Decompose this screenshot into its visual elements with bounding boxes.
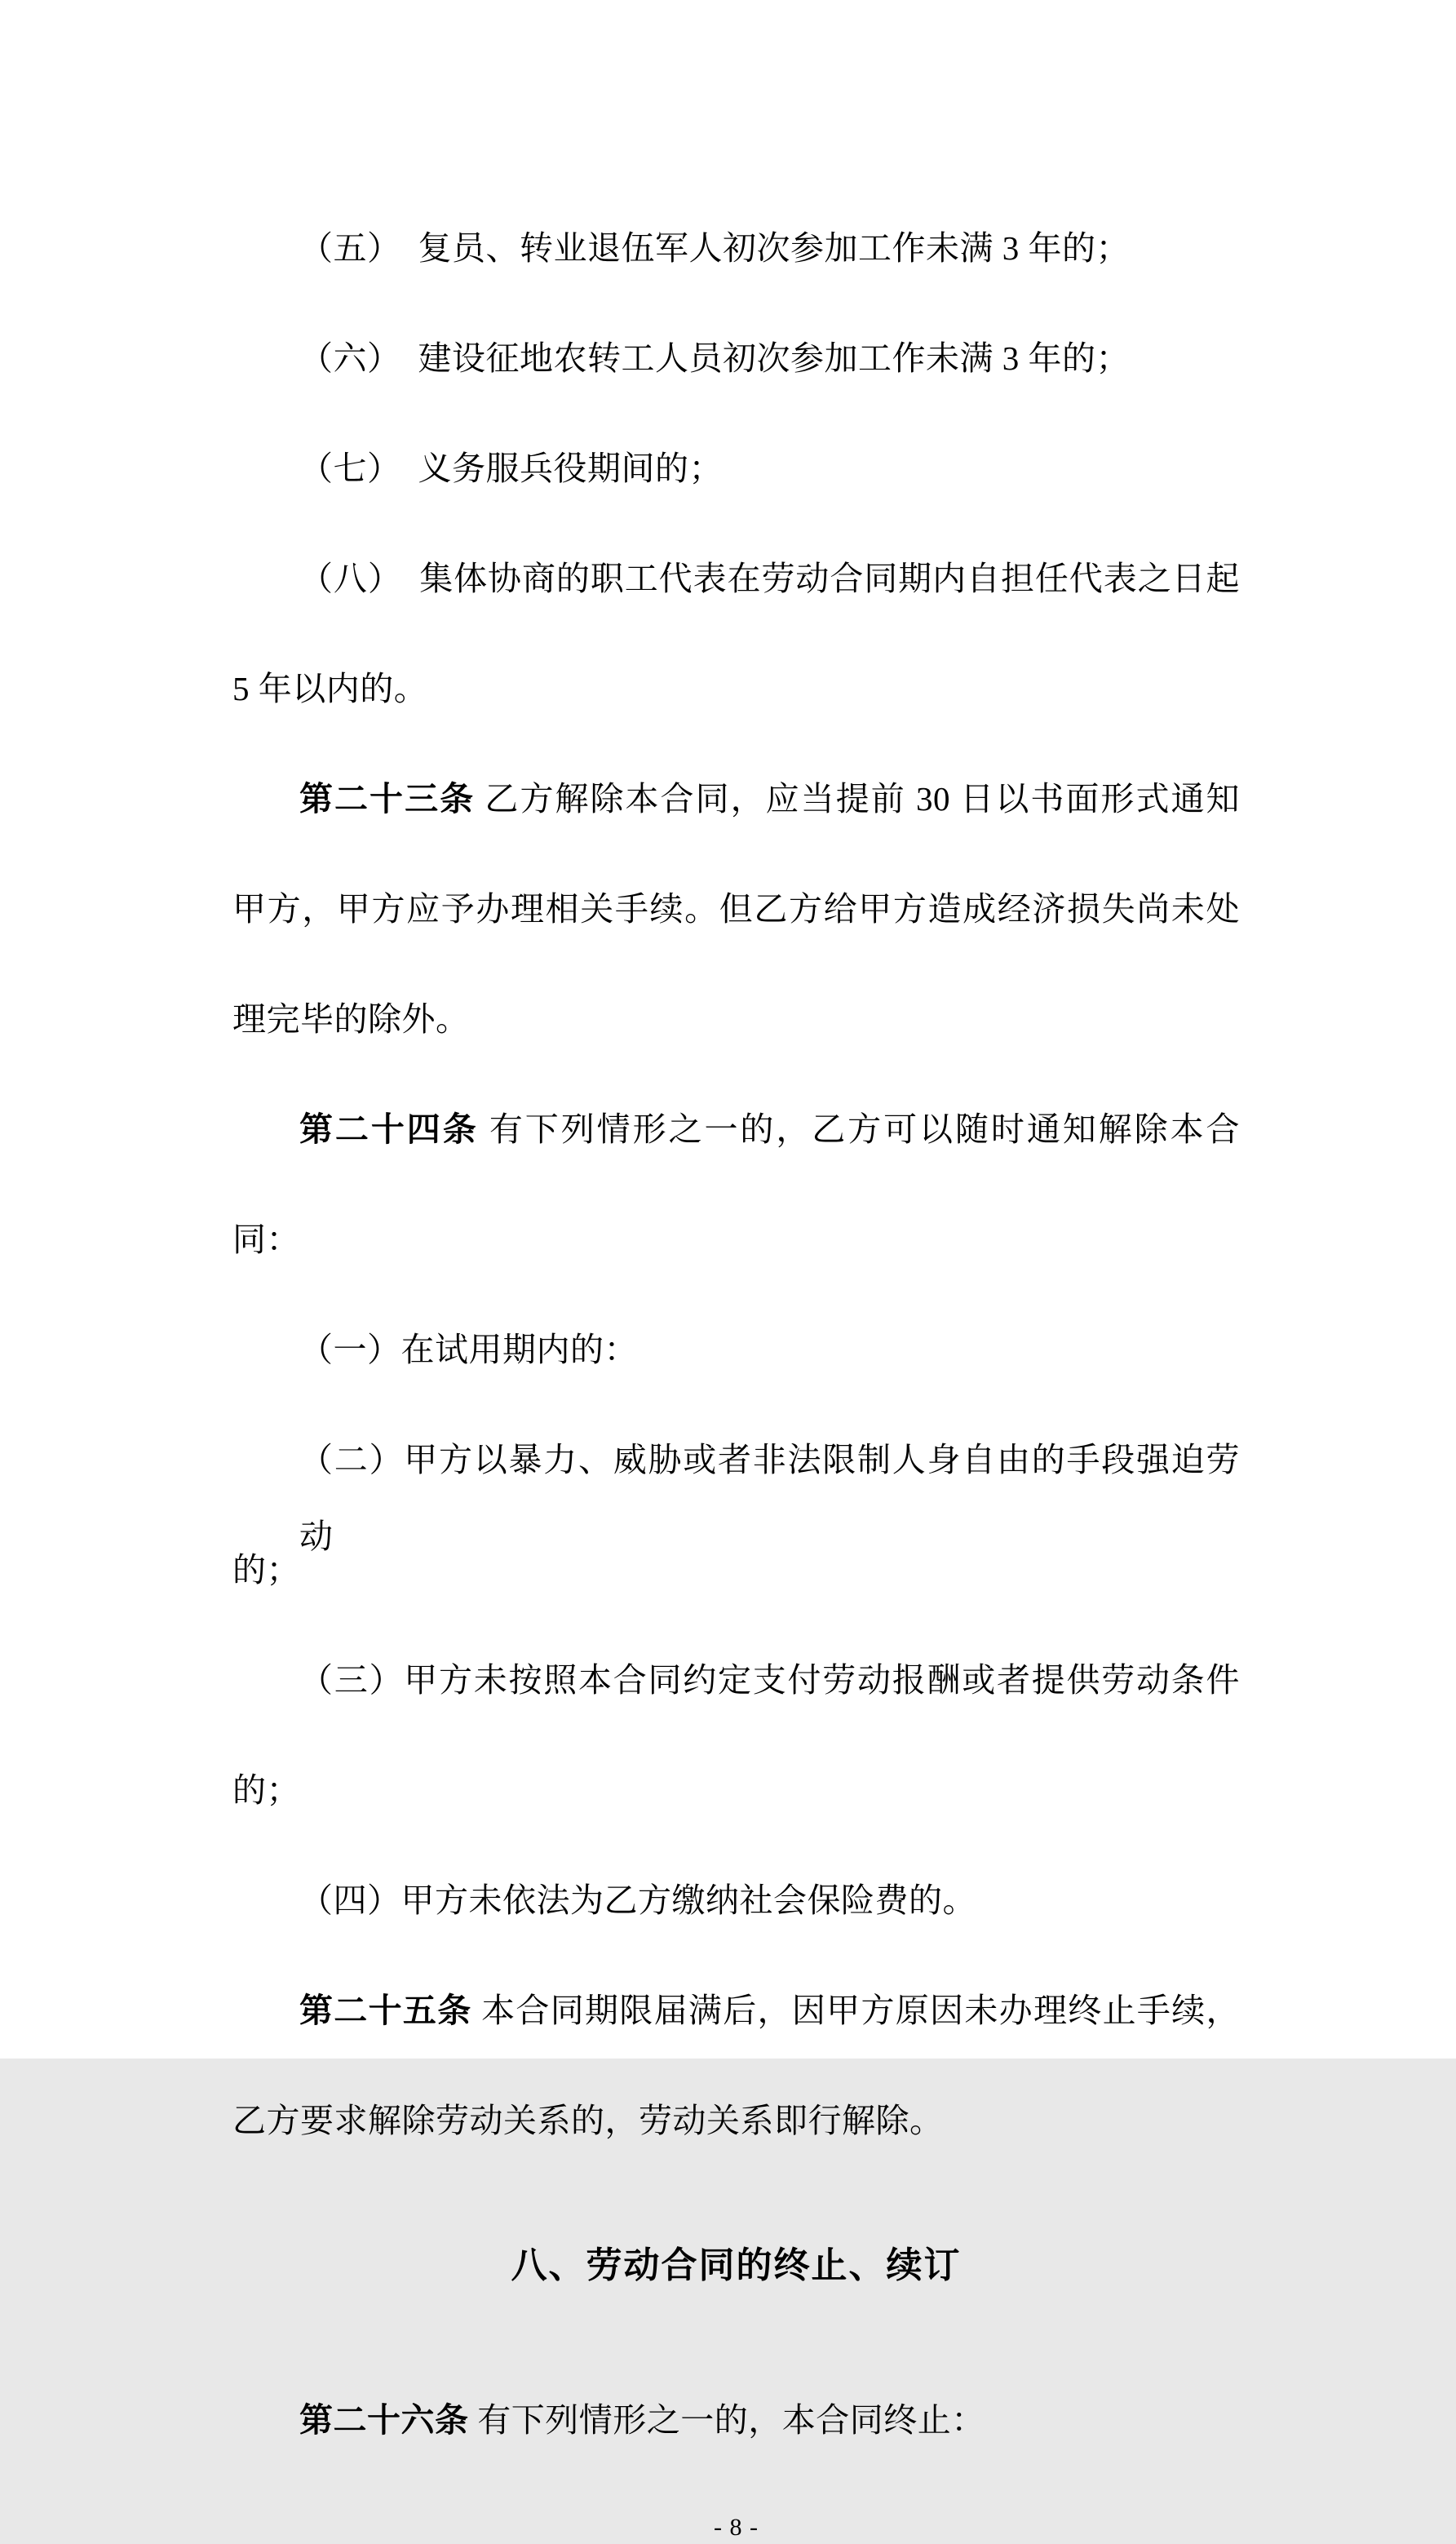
clause-text: （八） 集体协商的职工代表在劳动合同期内自担任代表之日起	[299, 560, 1240, 597]
article-text: 乙方解除本合同，应当提前 30 日以书面形式通知	[475, 780, 1240, 818]
clause-item-8-line-2	[232, 650, 1240, 727]
article-25-line-2	[232, 2082, 1240, 2159]
article-23-line-3	[232, 981, 1240, 1057]
clause-text: （七） 义务服兵役期间的；	[299, 450, 723, 487]
clause-item-1	[232, 1311, 1240, 1388]
clause-text: 5 年以内的。	[232, 670, 428, 707]
article-25-number: 第二十五条	[299, 1992, 472, 2029]
article-26-number: 第二十六条	[299, 2401, 469, 2439]
clause-text: （五） 复员、转业退伍军人初次参加工作未满 3 年的；	[299, 229, 1130, 267]
clause-item-2-line-1	[232, 1421, 1240, 1555]
article-23-line-2	[232, 871, 1240, 947]
page-number: - 8 -	[714, 2514, 759, 2541]
article-26-line-1	[232, 2382, 1240, 2458]
article-23-number: 第二十三条	[299, 780, 476, 818]
clause-item-5	[232, 210, 1240, 286]
clause-text: （四）甲方未依法为乙方缴纳社会保险费的。	[299, 1881, 976, 1919]
article-text: 同：	[232, 1221, 300, 1258]
clause-item-4	[232, 1862, 1240, 1939]
article-text: 理完毕的除外。	[232, 1000, 470, 1038]
article-text: 本合同期限届满后，因甲方原因未办理终止手续，	[471, 1992, 1241, 2029]
article-text: 甲方，甲方应予办理相关手续。但乙方给甲方造成经济损失尚未处	[232, 890, 1240, 928]
clause-text: （六） 建设征地农转工人员初次参加工作未满 3 年的；	[299, 339, 1130, 377]
article-24-line-2	[232, 1201, 1240, 1278]
article-23-line-1	[232, 760, 1240, 837]
article-24-number: 第二十四条	[299, 1110, 479, 1148]
clause-text: （一）在试用期内的：	[299, 1331, 638, 1368]
clause-text: （三）甲方未按照本合同约定支付劳动报酬或者提供劳动条件	[299, 1661, 1240, 1699]
article-text: 乙方要求解除劳动关系的，劳动关系即行解除。	[232, 2102, 944, 2139]
clause-item-3-line-2	[232, 1752, 1240, 1828]
article-text: 有下列情形之一的，本合同终止：	[468, 2401, 985, 2439]
clause-text: （二）甲方以暴力、威胁或者非法限制人身自由的手段强迫劳动	[299, 1441, 1240, 1555]
clause-item-2-line-2	[232, 1531, 1240, 1608]
clause-item-3-line-1	[232, 1642, 1240, 1718]
article-text: 有下列情形之一的，乙方可以随时通知解除本合	[478, 1110, 1241, 1148]
clause-item-8-line-1	[232, 540, 1240, 617]
section-heading: 八、劳动合同的终止、续订	[511, 2245, 962, 2285]
clause-item-6	[232, 320, 1240, 397]
clause-text: 的；	[232, 1551, 300, 1589]
article-25-line-1	[232, 1972, 1240, 2049]
clause-item-7	[232, 430, 1240, 507]
clause-text: 的；	[232, 1771, 300, 1809]
article-24-line-1	[232, 1091, 1240, 1168]
